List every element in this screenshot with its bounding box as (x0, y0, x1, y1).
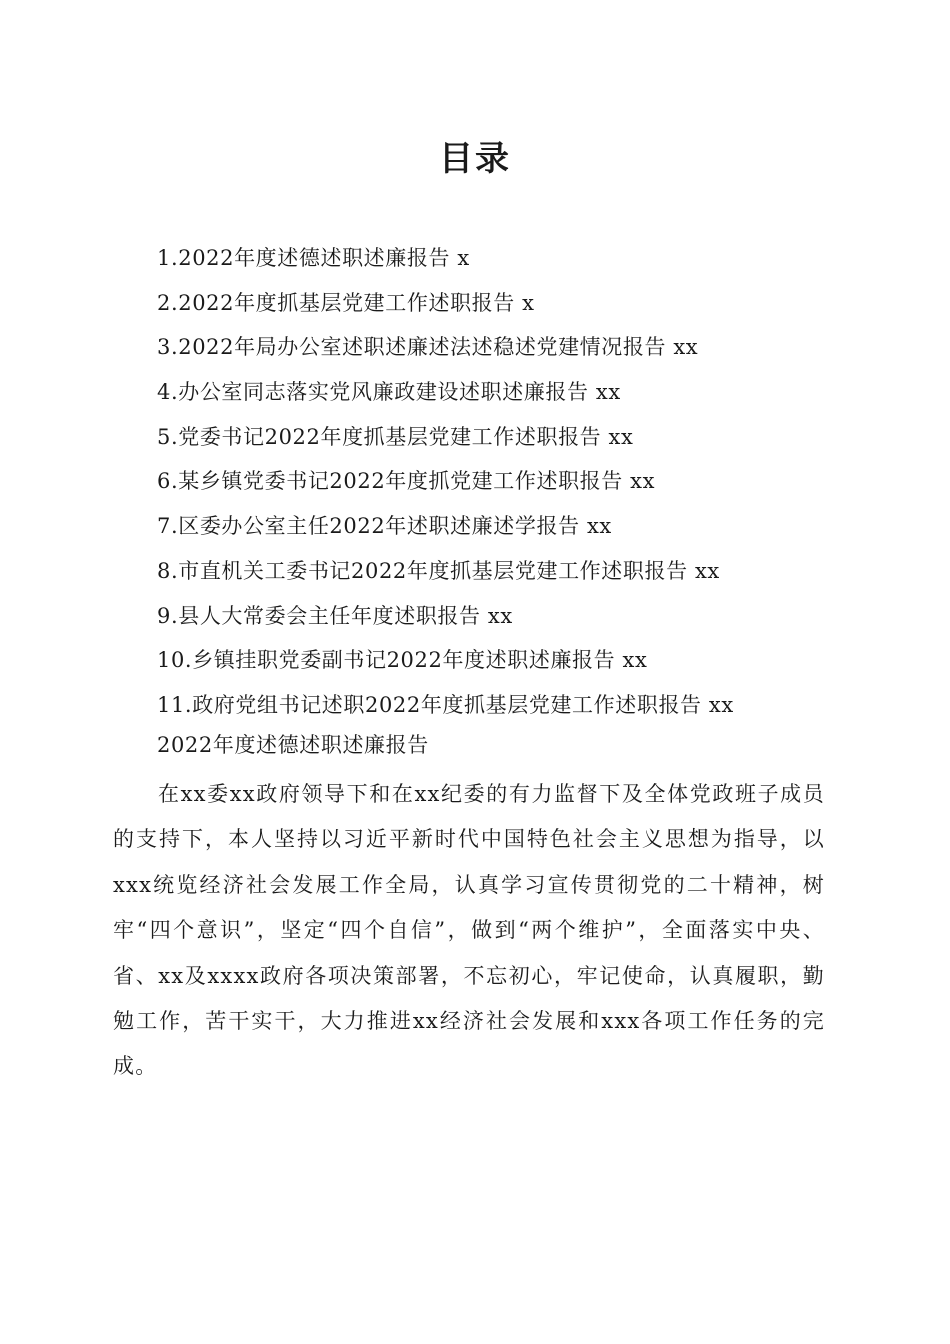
toc-item-6: 6.某乡镇党委书记2022年度抓党建工作述职报告 xx (157, 469, 656, 494)
toc-item-10: 10.乡镇挂职党委副书记2022年度述职述廉报告 xx (157, 648, 648, 673)
toc-item-9: 9.县人大常委会主任年度述职报告 xx (157, 603, 513, 628)
toc-item-7: 7.区委办公室主任2022年述职述廉述学报告 xx (157, 514, 612, 539)
toc-item-4: 4.办公室同志落实党风廉政建设述职述廉报告 xx (157, 380, 621, 405)
toc-item-8: 8.市直机关工委书记2022年度抓基层党建工作述职报告 xx (157, 558, 720, 583)
toc-item-5: 5.党委书记2022年度抓基层党建工作述职报告 xx (157, 424, 634, 449)
toc-item-11: 11.政府党组书记述职2022年度抓基层党建工作述职报告 xx (157, 692, 734, 717)
body-paragraph: 在xx委xx政府领导下和在xx纪委的有力监督下及全体党政班子成员的支持下，本人坚持以习近平新时代中国特色社会主义思想为指导，以xxx统览经济社会发展工作全局，认真学习宣传贯彻党的二十精神，树牢“四个意识”，坚定“四个自信”，做到“两个维护”，全面落实中央、省、xx及xxxx政府各项决策部署，不忘初心，牢记使命，认真履职，勤勉工作，苦干实干，大力推进xx经济社会发展和xxx各项工作任务的完成。 (113, 782, 825, 1079)
toc-item-1: 1.2022年度述德述职述廉报告 x (157, 246, 470, 270)
toc-item-2: 2.2022年度抓基层党建工作述职报告 x (157, 290, 535, 315)
toc-item-3: 3.2022年局办公室述职述廉述法述稳述党建情况报告 xx (157, 335, 699, 360)
section-heading: 2022年度述德述职述廉报告 (157, 733, 429, 757)
table-of-contents (157, 236, 847, 728)
page-title: 目录 (439, 139, 511, 179)
